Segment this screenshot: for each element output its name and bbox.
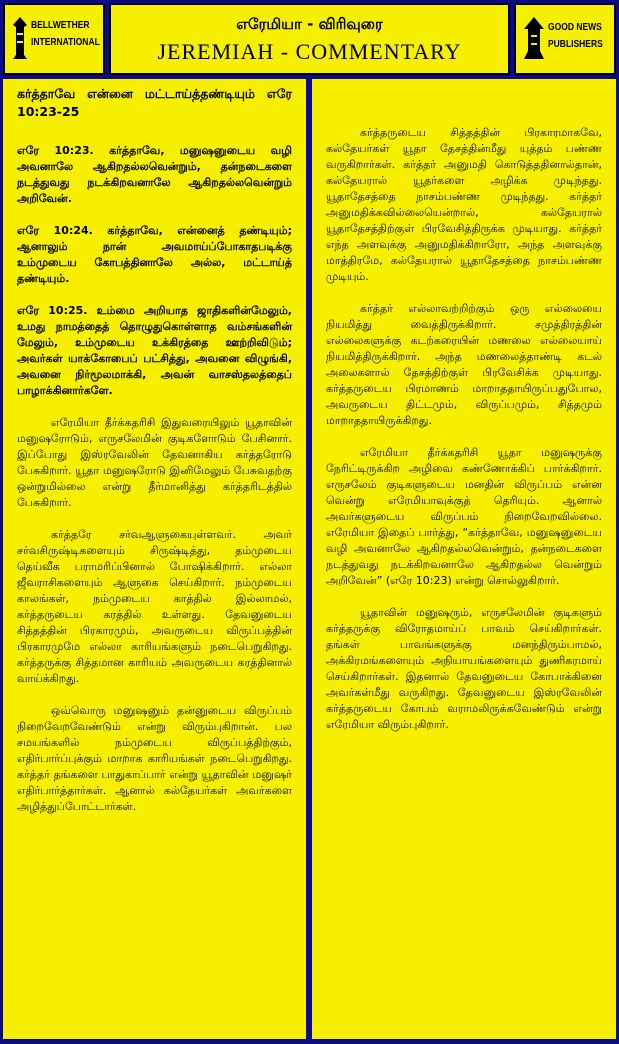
logo-left-text — [31, 17, 100, 51]
verse-10-23: எரே 10:23. கர்த்தாவே, மனுஷனுடைய வழி அவனாலே ஆகிறதல்லவென்றும், தன்நடைகளை நடத்துவது நடக்கிறவனாலே ஆகிறதல்லவென்றும் அறிவேன். — [17, 144, 292, 205]
verse-10-25: எரே 10:25. உம்மை அறியாத ஜாதிகளின்மேலும், உமது நாமத்தைத் தொழுதுகொள்ளாத வம்சங்களின் மேலும், உம்முடைய உக்கிரத்தை ஊற்றிவிடும்; அவர்கள் யாக்கோபைப் பட்சித்து, அவனை விழுங்கி, அவனை நிர்மூலமாக்கி, அவன் வாசஸ்தலத்தைப் பாழாக்கினார்களே. — [17, 304, 292, 397]
logo-right-line1: GOOD NEWS — [548, 22, 602, 33]
commentary-paragraph: கர்த்தரே சர்வஆளுகையுள்ளவர். அவர் சர்வசிருஷ்டிகளையும் சிருஷ்டித்து, தம்முடைய தெய்வீக பராமரிப்பினால் போஷிக்கிறார். எல்லா ஜீவராசிகளையும் ஆளுகை செய்கிறார். நம்முடைய காலங்கள், நம்முடைய காத்தில் இல்லாமல், கர்த்தருடைய கரத்தில் உள்ளது. தேவனுடைய சித்தத்தின் பிரகாரமும், அவருடைய விருப்பத்தின் பிரகாரமுமே எல்லா காரியங்களும் நடைபெறுகிறது. கர்த்தருக்கு சித்தமான காரியம் அவருடைய கரத்தினால் வாய்க்கிறது. — [17, 528, 292, 685]
logo-left-line2: INTERNATIONAL — [31, 37, 100, 48]
commentary-paragraph: கர்த்தருடைய சித்தத்தின் பிரகாரமாகவே, கல்தேயர்கள் யூதா தேசத்தின்மீது யுத்தம் பண்ண வருகிறார்கள். கர்த்தர் அனுமதி கொடுத்ததினால்தான், கல்தேயரால் யூதர்களை அழிக்க முடிந்தது. யூதாதேசத்தை நாசம்பண்ண முடிந்தது. கர்த்தர் அனுமதிக்கவில்லையென்றால், கல்தேயரால் யூதாதேசத்திற்குள் பிரவேசித்திருக்க முடியாது. கர்த்தர் எந்த அளவுக்கு அனுமதிக்கிறாரோ, அந்த அளவுக்கு மாத்திரமே, கல்தேயரால் யூதாதேசத்தை நாசம்பண்ண முடியும். — [326, 126, 602, 283]
book-logo-icon — [522, 15, 546, 61]
tamil-title: எரேமியா - விரிவுரை — [236, 15, 383, 33]
left-column — [3, 79, 306, 1039]
ram-logo-icon — [11, 15, 29, 61]
publisher-logo-right — [514, 3, 616, 75]
commentary-paragraph: ஒவ்வொரு மனுஷனும் தன்னுடைய விருப்பம் நிறைவேறவேண்டும் என்று விரும்புகிறான். பல சமயங்களில் நம்முடைய விருப்பத்திற்கும், எதிர்பார்ப்புக்கும் மாறாக காரியங்கள் நடைபெறுகிறது. கர்த்தர் தங்களை பாதுகாப்பார் என்று யூதாவின் மனுஷர் எதிர்பார்த்தார்கள். ஆனால் கல்தேயர்கள் அவர்களை அழித்துப்போட்டார்கள். — [17, 704, 292, 813]
logo-right-line2: PUBLISHERS — [548, 39, 603, 50]
commentary-paragraph: எரேமியா தீர்க்கதரிசி யூதா மனுஷருக்கு நேரிட்டிருக்கிற அழிவை கண்ணோக்கிப் பார்க்கிறார். எருசலேம் குடிகளுடைய மனதின் விருப்பம் என்ன வென்று எரேமியாவுக்குத் தெரியும். ஆனால் அவர்களுடைய விருப்பம் நிறைவேறவில்லை. எரேமியா இதைப் பார்த்து, “கர்த்தாவே, மனுஷனுடைய வழி அவனாலே ஆகிறதல்லவென்றும், தன்நடைகளை நடத்துவது நடக்கிறவனாலே ஆகிறதல்ல வென்றும் அறிவேன்” (எரே 10:23) என்று சொல்லுகிறார். — [326, 446, 602, 587]
verse-10-24: எரே 10:24. கர்த்தாவே, என்னைத் தண்டியும்; ஆனாலும் நான் அவமாய்ப்போகாதபடிக்கு உம்முடைய கோபத்தினாலே அல்ல, மட்டாய்த் தண்டியும். — [17, 224, 292, 285]
commentary-paragraph: கர்த்தர் எல்லாவற்றிற்கும் ஒரு எல்லையை நியமித்து வைத்திருக்கிறார். சமுத்திரத்தின் எல்லைகளுக்கு கடற்கரையின் மணலை எல்லையாய் நியமித்திருக்கிறார். அந்த மணலைத்தாண்டி கடல் அலைகளால் தேசத்திற்குள் பிரவேசிக்க முடியாது. கர்த்தருடைய பிரமாணம் மாறாததாயிருப்பதுபோல, அவருடைய திட்டமும், விருப்பமும், சித்தமும் மாறாததாயிருக்கிறது. — [326, 302, 602, 427]
page-header — [3, 3, 616, 75]
commentary-paragraph: யூதாவின் மனுஷரும், எருசலேமின் குடிகளும் கர்த்தருக்கு விரோதமாய்ப் பாவம் செய்கிறார்கள். தங்கள் பாவங்களுக்கு மனந்திரும்பாமல், அக்கிரமங்களையும் அநியாயங்களையும் துணிகரமாய் செய்கிறார்கள். இதனால் தேவனுடைய கோபாக்கினை அவர்கள்மீது வருகிறது. தேவனுடைய இஸ்ரவேலின் கர்த்தருடைய கோபம் வராமலிருக்கவேண்டும் என்று எரேமியா விரும்புகிறார். — [326, 606, 602, 731]
logo-left-line1: BELLWETHER — [31, 20, 90, 31]
section-heading: கர்த்தாவே என்னை மட்டாய்த்தண்டியும் எரே 10:23-25 — [17, 86, 292, 119]
title-box — [109, 3, 510, 75]
commentary-paragraph: எரேமியா தீர்க்கதரிசி இதுவரையிலும் யூதாவின் மனுஷரோடும், எருசலேமின் குடிகளோடும் பேசினார். இப்போது இஸ்ரவேலின் தேவனாகிய கர்த்தரோடு பேசுகிறார். யூதா மனுஷரோடு இனிமேலும் பேசுவதற்கு ஒன்றுமில்லை என்று தீர்மானித்து கர்த்தரிடத்தில் பேசுகிறார். — [17, 416, 292, 509]
logo-right-text — [548, 19, 603, 53]
right-column — [312, 79, 616, 1039]
english-title: JEREMIAH - COMMENTARY — [157, 39, 462, 64]
publisher-logo-left — [3, 3, 105, 75]
